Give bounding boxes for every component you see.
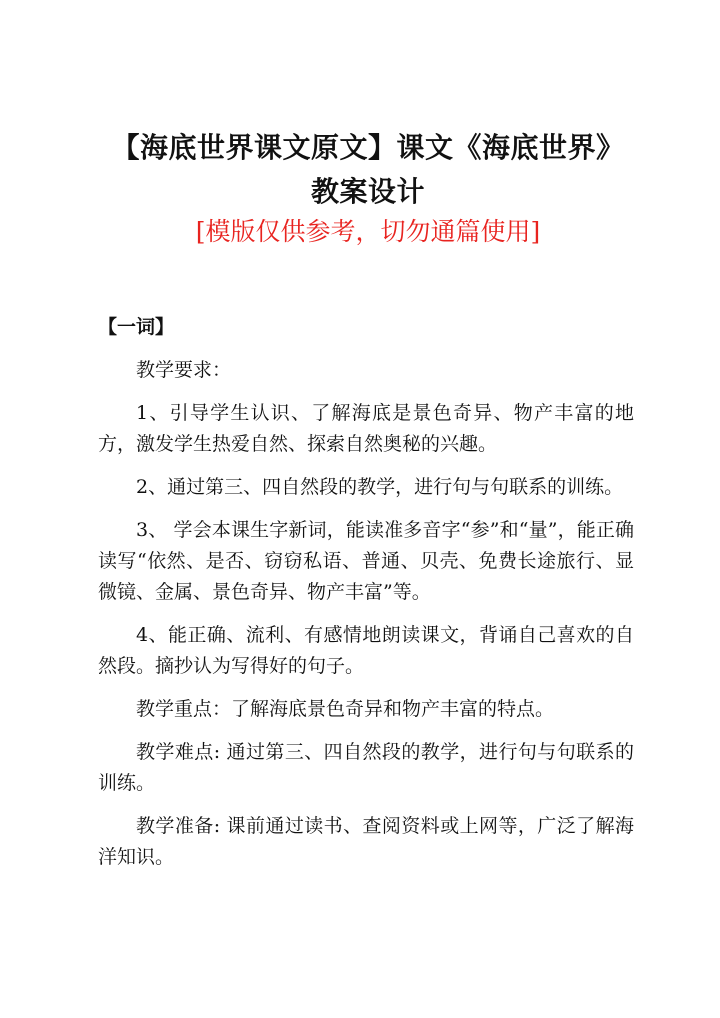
paragraph-requirement-4: 4、能正确、流利、有感情地朗读课文，背诵自己喜欢的自然段。摘抄认为写得好的句子。: [98, 624, 634, 677]
paragraph-teaching-requirements: 教学要求：: [136, 359, 232, 381]
paragraph-requirement-1: 1、引导学生认识、了解海底是景色奇异、物产丰富的地方，激发学生热爱自然、探索自然奥秘的兴趣。: [98, 402, 634, 455]
paragraph-teaching-focus: 教学重点：了解海底景色奇异和物产丰富的特点。: [136, 698, 555, 720]
document-body: [98, 312, 634, 885]
paragraph-requirement-2: 2、通过第三、四自然段的教学，进行句与句联系的训练。: [136, 476, 624, 498]
paragraph-teaching-preparation: 教学准备: 课前通过读书、查阅资料或上网等，广泛了解海洋知识。: [98, 815, 634, 868]
paragraph-teaching-difficulty: 教学难点: 通过第三、四自然段的教学，进行句与句联系的训练。: [98, 741, 634, 794]
template-notice: [模版仅供参考，切勿通篇使用]: [195, 217, 541, 246]
paragraph-requirement-3: 3、 学会本课生字新词，能读准多音字“参”和“量”，能正确读写“依然、是否、窃窃私语、普通、贝壳、免费长途旅行、显微镜、金属、景色奇异、物产丰富”等。: [98, 519, 634, 603]
section-heading: 【一词】: [98, 316, 175, 338]
document-title: 【海底世界课文原文】课文《海底世界》教案设计: [111, 131, 625, 208]
